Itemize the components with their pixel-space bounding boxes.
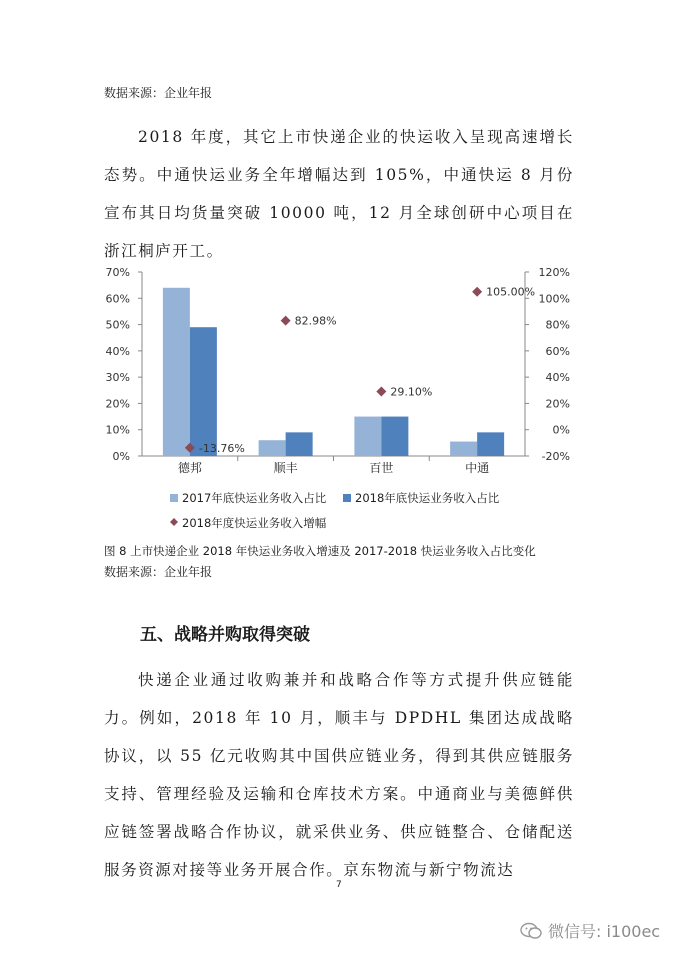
left-tick-label: 20% bbox=[105, 397, 130, 411]
legend-swatch bbox=[343, 494, 351, 502]
bar-2017 bbox=[450, 442, 477, 456]
growth-point bbox=[376, 386, 386, 396]
bar-2018 bbox=[477, 432, 504, 456]
watermark bbox=[520, 919, 660, 942]
bar-2018 bbox=[190, 327, 217, 456]
growth-label: 29.10% bbox=[390, 385, 433, 399]
growth-point bbox=[472, 287, 482, 297]
left-tick-label: 10% bbox=[105, 423, 130, 437]
right-tick-label: 20% bbox=[545, 397, 570, 411]
watermark-text: 微信号: i100ec bbox=[548, 922, 661, 941]
right-tick-label: 80% bbox=[545, 318, 570, 332]
wechat-icon bbox=[520, 922, 542, 940]
growth-label: -13.76% bbox=[198, 441, 245, 455]
left-tick-label: 50% bbox=[105, 318, 130, 332]
source-note-top: 数据来源：企业年报 bbox=[104, 86, 213, 100]
legend-label: 2017年底快运业务收入占比 bbox=[182, 491, 327, 505]
bar-2017 bbox=[259, 440, 286, 456]
right-tick-label: -20% bbox=[541, 450, 570, 463]
growth-label: 82.98% bbox=[294, 314, 337, 328]
legend-swatch bbox=[170, 518, 178, 526]
legend-label: 2018年度快运业务收入增幅 bbox=[182, 516, 327, 530]
legend-swatch bbox=[170, 494, 178, 502]
right-tick-label: 60% bbox=[545, 344, 570, 358]
category-label: 德邦 bbox=[177, 461, 202, 475]
category-label: 中通 bbox=[465, 461, 490, 475]
bar-2017 bbox=[163, 288, 190, 456]
right-tick-label: 120% bbox=[538, 266, 570, 279]
left-tick-label: 30% bbox=[105, 371, 130, 385]
paragraph-1 bbox=[104, 118, 574, 270]
bar-2018 bbox=[286, 432, 313, 456]
source-note-bottom: 数据来源：企业年报 bbox=[104, 565, 213, 579]
bar-2017 bbox=[354, 417, 381, 456]
figure-caption: 图 8 上市快递企业 2018 年快运业务收入增速及 2017-2018 快运业务收入占比变化 bbox=[104, 544, 536, 558]
paragraph-1-text: 2018 年度，其它上市快递企业的快运收入呈现高速增长态势。中通快运业务全年增幅达到 105%，中通快运 8 月份宣布其日均货量突破 10000 吨，12 月全球创研中心项目在浙江桐庐开工。 bbox=[104, 128, 574, 260]
left-tick-label: 60% bbox=[105, 292, 130, 306]
paragraph-2 bbox=[104, 661, 574, 889]
section-heading: 五、战略并购取得突破 bbox=[140, 625, 310, 645]
page-number: 7 bbox=[336, 880, 342, 890]
legend-label: 2018年底快运业务收入占比 bbox=[355, 491, 500, 505]
bar-2018 bbox=[381, 417, 408, 456]
left-tick-label: 0% bbox=[112, 450, 130, 463]
right-tick-label: 100% bbox=[538, 292, 570, 306]
category-label: 顺丰 bbox=[273, 461, 298, 475]
paragraph-2-text: 快递企业通过收购兼并和战略合作等方式提升供应链能力。例如，2018 年 10 月，顺丰与 DPDHL 集团达成战略协议，以 55 亿元收购其中国供应链业务，得到其供应链服务支持、管理经验及运输和仓库技术方案。中通商业与美德鲜供应链签署战略合作协议，就采供业务、供应链整合、仓储配送服务资源对接等业务开展合作。京东物流与新宁物流达 bbox=[104, 671, 574, 879]
left-tick-label: 40% bbox=[105, 344, 130, 358]
growth-point bbox=[281, 316, 291, 326]
category-label: 百世 bbox=[369, 461, 394, 475]
right-tick-label: 0% bbox=[552, 423, 570, 437]
left-tick-label: 70% bbox=[105, 266, 130, 279]
growth-label: 105.00% bbox=[486, 285, 536, 299]
chart bbox=[100, 262, 570, 542]
right-tick-label: 40% bbox=[545, 371, 570, 385]
